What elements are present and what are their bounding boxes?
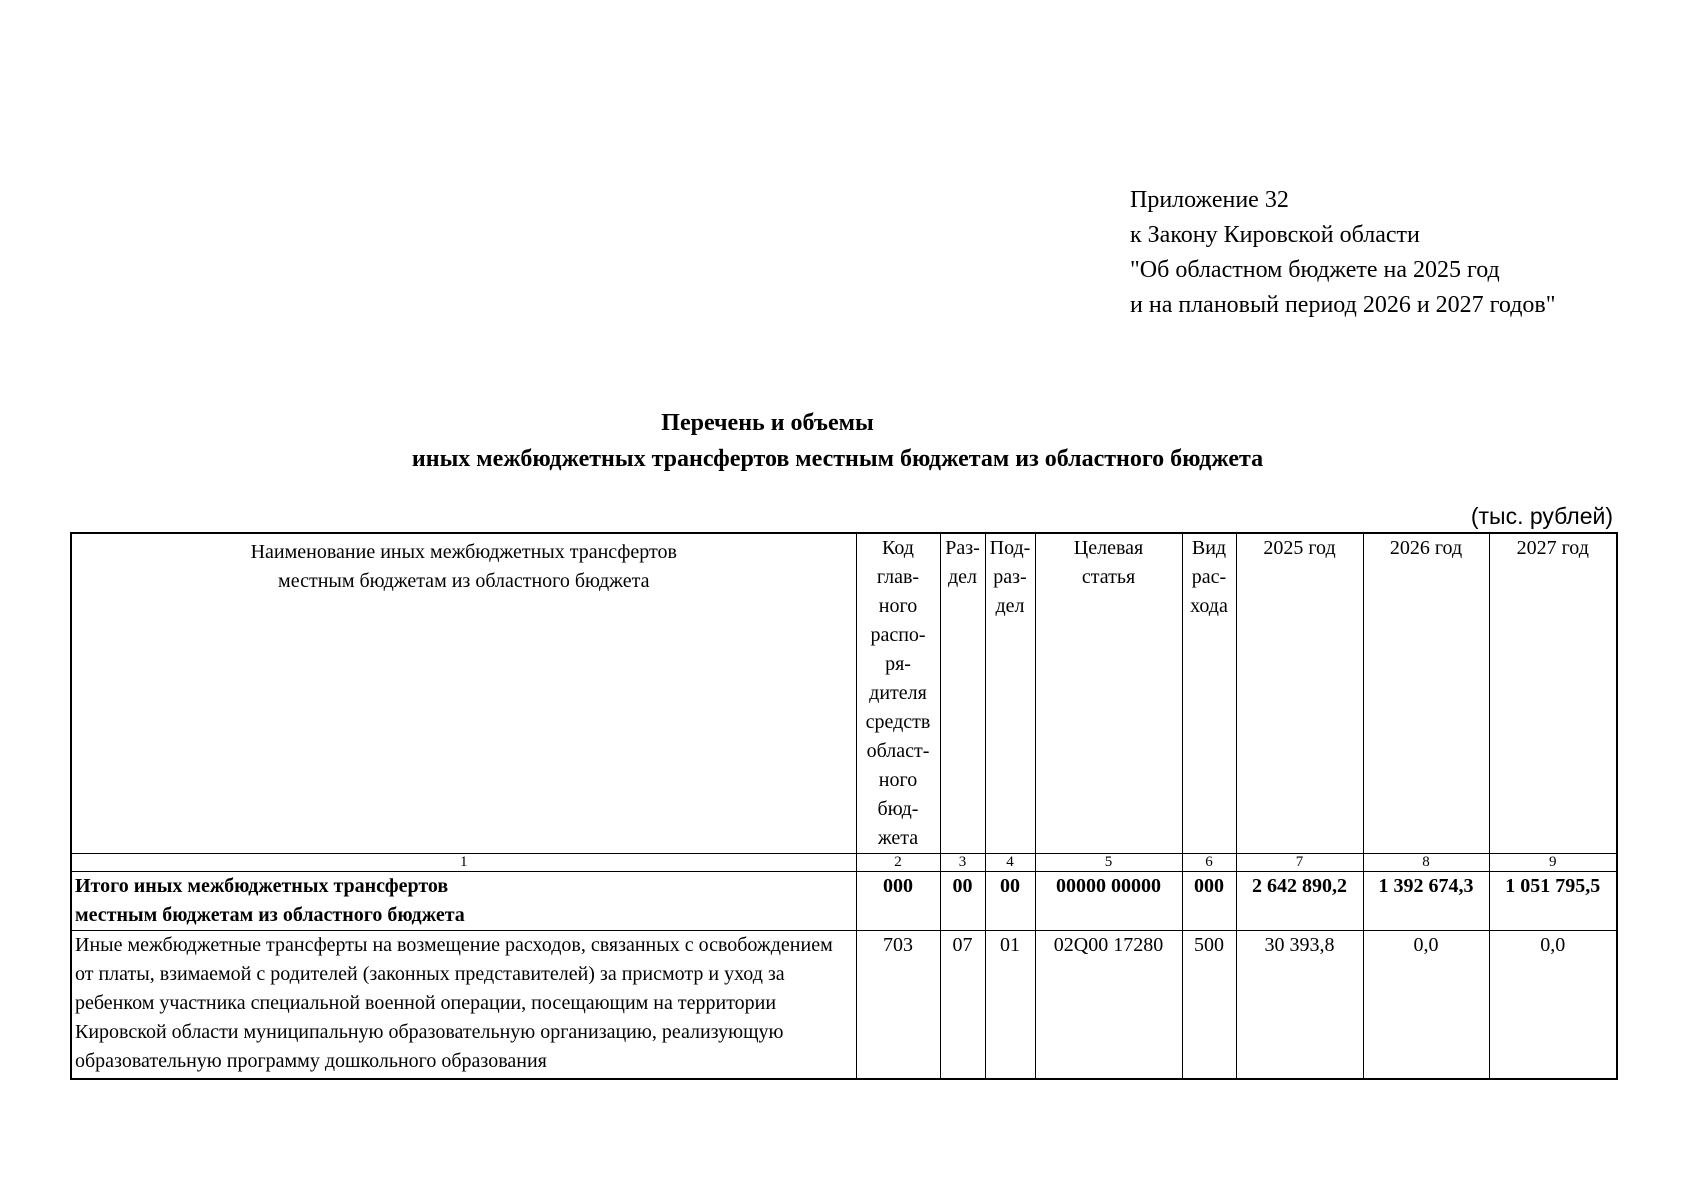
total-subsection: 00	[985, 872, 1035, 931]
header-2025: 2025 год	[1236, 533, 1363, 854]
header-subsection	[985, 533, 1035, 854]
header-target	[1035, 533, 1182, 854]
header-code-l11: жета	[877, 827, 919, 849]
header-row	[71, 533, 1617, 854]
colnum-1: 1	[71, 854, 856, 872]
total-name-line-2: местным бюджетам из областного бюджета	[75, 904, 465, 926]
colnum-6: 6	[1182, 854, 1236, 872]
header-section-l2: дел	[947, 566, 978, 588]
row-2027: 0,0	[1489, 931, 1617, 1080]
colnum-3: 3	[940, 854, 985, 872]
header-name	[71, 533, 856, 854]
annex-line-3: "Об областном бюджете на 2025 год	[1130, 257, 1500, 283]
colnum-2: 2	[856, 854, 940, 872]
table-row	[71, 931, 1617, 1080]
row-exptype: 500	[1182, 931, 1236, 1080]
header-code-l5: ря-	[885, 653, 911, 675]
colnum-9: 9	[1489, 854, 1617, 872]
colnum-8: 8	[1363, 854, 1489, 872]
colnum-5: 5	[1035, 854, 1182, 872]
row-name: Иные межбюджетные трансферты на возмещение расходов, связанных с освобождением от платы, взимаемой с родителей (законных представителей) за присмотр и уход за ребенком участника специальной военной операции, посещающим на территории Кировской области муниципальную образовательную организацию, реализующую образовательную программу дошкольного образования	[71, 931, 856, 1080]
row-target: 02Q00 17280	[1035, 931, 1182, 1080]
total-section: 00	[940, 872, 985, 931]
title-line-2: иных межбюджетных трансфертов местным бюджетам из областного бюджета	[411, 446, 1264, 472]
header-subsection-l3: дел	[995, 595, 1025, 617]
header-code-l7: средств	[865, 711, 931, 733]
row-code: 703	[856, 931, 940, 1080]
annex-line-1: Приложение 32	[1130, 187, 1289, 213]
annex-line-4: и на плановый период 2026 и 2027 годов"	[1130, 292, 1556, 318]
colnum-7: 7	[1236, 854, 1363, 872]
header-code	[856, 533, 940, 854]
header-code-l9: ного	[878, 769, 918, 791]
header-name-line-1: Наименование иных межбюджетных трансфертов	[250, 541, 677, 563]
transfers-table	[70, 532, 1618, 1080]
total-code: 000	[856, 872, 940, 931]
units-label: (тыс. рублей)	[1470, 503, 1613, 529]
header-code-l4: распо-	[870, 624, 926, 646]
header-exptype-l1: Вид	[1191, 537, 1227, 559]
annex-block	[1130, 183, 1556, 323]
colnum-4: 4	[985, 854, 1035, 872]
column-numbers-row	[71, 854, 1617, 872]
header-exptype-l3: хода	[1190, 595, 1228, 617]
header-exptype	[1182, 533, 1236, 854]
total-name-line-1: Итого иных межбюджетных трансфертов	[75, 875, 449, 897]
total-2027: 1 051 795,5	[1489, 872, 1617, 931]
header-section-l1: Раз-	[945, 537, 980, 559]
header-code-l3: ного	[878, 595, 918, 617]
header-subsection-l2: раз-	[993, 566, 1027, 588]
header-code-l8: област-	[866, 740, 930, 762]
total-2026: 1 392 674,3	[1363, 872, 1489, 931]
header-code-l10: бюд-	[877, 798, 919, 820]
title-line-1: Перечень и объемы	[661, 410, 874, 436]
header-2026: 2026 год	[1363, 533, 1489, 854]
annex-line-2: к Закону Кировской области	[1130, 222, 1420, 248]
total-exptype: 000	[1182, 872, 1236, 931]
row-section: 07	[940, 931, 985, 1080]
header-2027: 2027 год	[1489, 533, 1617, 854]
row-2025: 30 393,8	[1236, 931, 1363, 1080]
document-title	[0, 405, 1685, 477]
header-code-l6: дителя	[869, 682, 927, 704]
header-exptype-l2: рас-	[1191, 566, 1227, 588]
header-section	[940, 533, 985, 854]
header-subsection-l1: Под-	[989, 537, 1031, 559]
header-code-l2: глав-	[876, 566, 920, 588]
table-row-total	[71, 872, 1617, 931]
header-target-l1: Целевая	[1073, 537, 1144, 559]
total-target: 00000 00000	[1035, 872, 1182, 931]
row-subsection: 01	[985, 931, 1035, 1080]
row-2026: 0,0	[1363, 931, 1489, 1080]
header-name-line-2: местным бюджетам из областного бюджета	[278, 570, 650, 592]
header-target-l2: статья	[1081, 566, 1136, 588]
header-code-l1: Код	[882, 537, 914, 559]
total-name	[71, 872, 856, 931]
total-2025: 2 642 890,2	[1236, 872, 1363, 931]
